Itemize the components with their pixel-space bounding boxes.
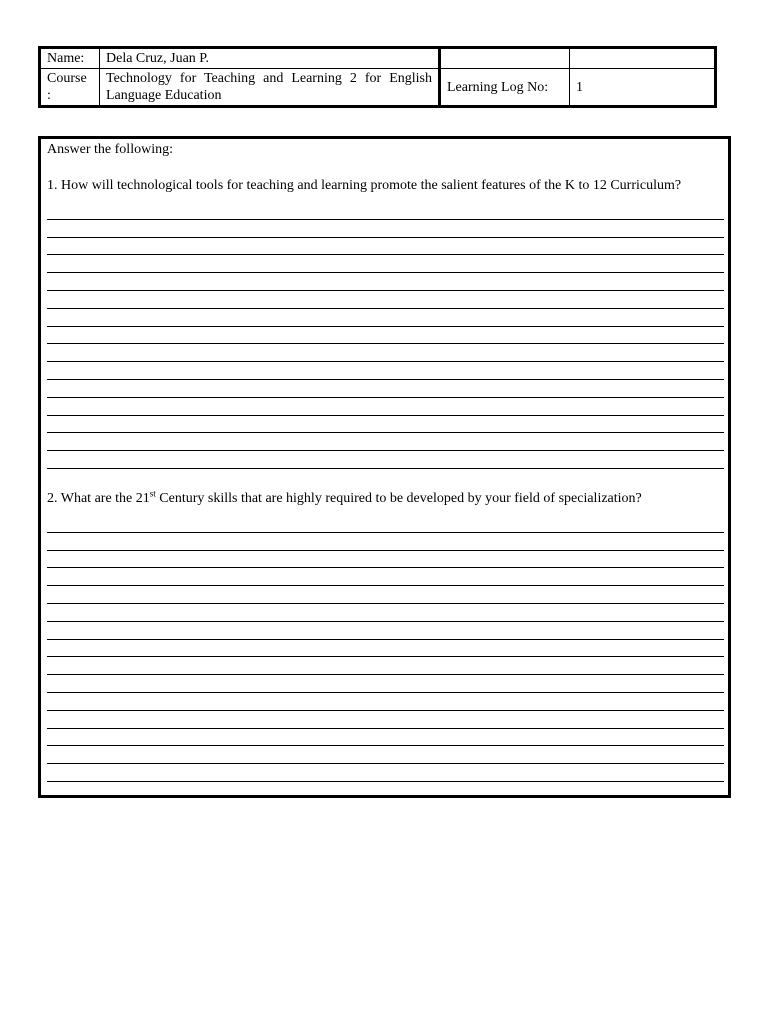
- answer-line[interactable]: [47, 515, 724, 533]
- instruction-text: Answer the following:: [47, 142, 173, 157]
- answer-line[interactable]: [47, 451, 724, 469]
- answer-line[interactable]: [47, 273, 724, 291]
- question-2-superscript: st: [149, 488, 156, 499]
- answer-line[interactable]: [47, 327, 724, 345]
- course-value: Technology for Teaching and Learning 2 for English Language Education: [100, 69, 440, 107]
- name-label: Name:: [40, 48, 100, 69]
- learning-log-value: 1: [570, 69, 716, 107]
- info-row-name: [40, 48, 716, 69]
- name-value: Dela Cruz, Juan P.: [100, 48, 440, 69]
- answer-line[interactable]: [47, 693, 724, 711]
- learning-log-label: Learning Log No:: [440, 69, 570, 107]
- year-program-sec-label: [440, 48, 570, 69]
- answer-line[interactable]: [47, 220, 724, 238]
- answer-line[interactable]: [47, 729, 724, 747]
- answer-line[interactable]: [47, 764, 724, 782]
- answer-line[interactable]: [47, 586, 724, 604]
- answer-line[interactable]: [47, 398, 724, 416]
- answer-line[interactable]: [47, 362, 724, 380]
- answer-line[interactable]: [47, 433, 724, 451]
- answer-line[interactable]: [47, 380, 724, 398]
- answer-lines-question-2[interactable]: [47, 515, 724, 782]
- info-row-course: [40, 69, 716, 107]
- answer-line[interactable]: [47, 604, 724, 622]
- answer-line[interactable]: [47, 202, 724, 220]
- answer-line[interactable]: [47, 568, 724, 586]
- course-label: Course :: [40, 69, 100, 107]
- answer-line[interactable]: [47, 309, 724, 327]
- answer-lines-question-1[interactable]: [47, 202, 724, 469]
- answer-line[interactable]: [47, 291, 724, 309]
- question-2: [47, 490, 724, 508]
- question-2-text-end: Century skills that are highly required to be developed by your field of specialization?: [155, 490, 642, 506]
- question-2-text-start: 2. What are the 21: [47, 490, 150, 506]
- question-1: 1. How will technological tools for teaching and learning promote the salient features of the K to 12 Curriculum?: [47, 178, 682, 193]
- answer-box: [38, 136, 731, 798]
- answer-line[interactable]: [47, 711, 724, 729]
- answer-line[interactable]: [47, 640, 724, 658]
- answer-line[interactable]: [47, 746, 724, 764]
- answer-content: [47, 141, 724, 782]
- answer-line[interactable]: [47, 416, 724, 434]
- answer-line[interactable]: [47, 238, 724, 256]
- answer-line[interactable]: [47, 255, 724, 273]
- student-info-table: [38, 46, 717, 108]
- answer-line[interactable]: [47, 551, 724, 569]
- answer-line[interactable]: [47, 533, 724, 551]
- year-program-sec-value: [570, 48, 716, 69]
- answer-line[interactable]: [47, 657, 724, 675]
- answer-line[interactable]: [47, 344, 724, 362]
- answer-line[interactable]: [47, 622, 724, 640]
- answer-line[interactable]: [47, 675, 724, 693]
